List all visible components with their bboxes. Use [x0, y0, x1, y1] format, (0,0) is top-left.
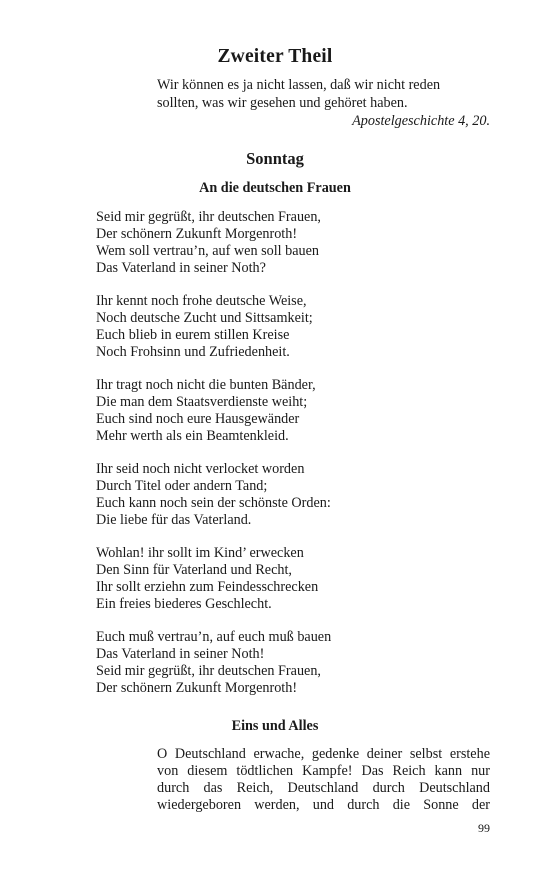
epigraph-line: sollten, was wir gesehen und gehöret haben. — [157, 95, 408, 111]
prose-line: durch das Reich, Deutschland durch Deutschland — [157, 780, 490, 796]
epigraph-source: Apostelgeschichte 4, 20. — [352, 113, 490, 129]
poem-line: Noch Frohsinn und Zufriedenheit. — [96, 344, 290, 360]
part-title: Zweiter Theil — [217, 46, 333, 67]
page-number: 99 — [478, 821, 490, 835]
poem-line: Euch muß vertrau’n, auf euch muß bauen — [96, 629, 332, 645]
stanza — [96, 377, 496, 445]
stanza — [96, 209, 496, 277]
poem-line: Die liebe für das Vaterland. — [96, 512, 252, 528]
section-title: Sonntag — [246, 149, 304, 168]
prose-line: von diesem tödtlichen Kampfe! Das Reich kann nur — [157, 763, 490, 779]
poem-line: Der schönern Zukunft Morgenroth! — [96, 680, 298, 696]
poem-line: Seid mir gegrüßt, ihr deutschen Frauen, — [96, 663, 321, 679]
epigraph-line: Wir können es ja nicht lassen, daß wir nicht reden — [157, 77, 441, 93]
poem-line: Ihr tragt noch nicht die bunten Bänder, — [96, 377, 316, 393]
stanza — [96, 461, 496, 529]
poem-line: Wohlan! ihr sollt im Kind’ erwecken — [96, 545, 304, 561]
poem-line: Der schönern Zukunft Morgenroth! — [96, 226, 298, 242]
poem-line: Euch kann noch sein der schönste Orden: — [96, 495, 331, 511]
epigraph — [157, 76, 490, 130]
poem-line: Ihr sollt erziehn zum Feindesschrecken — [96, 579, 319, 595]
poem-line: Euch sind noch eure Hausgewänder — [96, 411, 300, 427]
poem-line: Durch Titel oder andern Tand; — [96, 478, 268, 494]
poem-body — [96, 209, 496, 713]
stanza — [96, 629, 496, 697]
poem-title: An die deutschen Frauen — [199, 180, 351, 196]
stanza — [96, 293, 496, 361]
poem-line: Ein freies biederes Geschlecht. — [96, 596, 272, 612]
poem-line: Die man dem Staatsverdienste weiht; — [96, 394, 308, 410]
poem-line: Euch blieb in eurem stillen Kreise — [96, 327, 290, 343]
poem-line: Das Vaterland in seiner Noth! — [96, 646, 265, 662]
poem-title: Eins und Alles — [231, 718, 319, 734]
poem-line: Den Sinn für Vaterland und Recht, — [96, 562, 292, 578]
prose-body — [157, 746, 490, 814]
poem-line: Seid mir gegrüßt, ihr deutschen Frauen, — [96, 209, 321, 225]
poem-line: Das Vaterland in seiner Noth? — [96, 260, 266, 276]
stanza — [96, 545, 496, 613]
prose-line: wiedergeboren werden, und durch die Sonne der — [157, 797, 490, 813]
poem-line: Mehr werth als ein Beamtenkleid. — [96, 428, 289, 444]
prose-line: O Deutschland erwache, gedenke deiner selbst erstehe — [157, 746, 490, 762]
poem-line: Ihr seid noch nicht verlocket worden — [96, 461, 305, 477]
poem-line: Ihr kennt noch frohe deutsche Weise, — [96, 293, 307, 309]
poem-line: Noch deutsche Zucht und Sittsamkeit; — [96, 310, 313, 326]
poem-line: Wem soll vertrau’n, auf wen soll bauen — [96, 243, 320, 259]
